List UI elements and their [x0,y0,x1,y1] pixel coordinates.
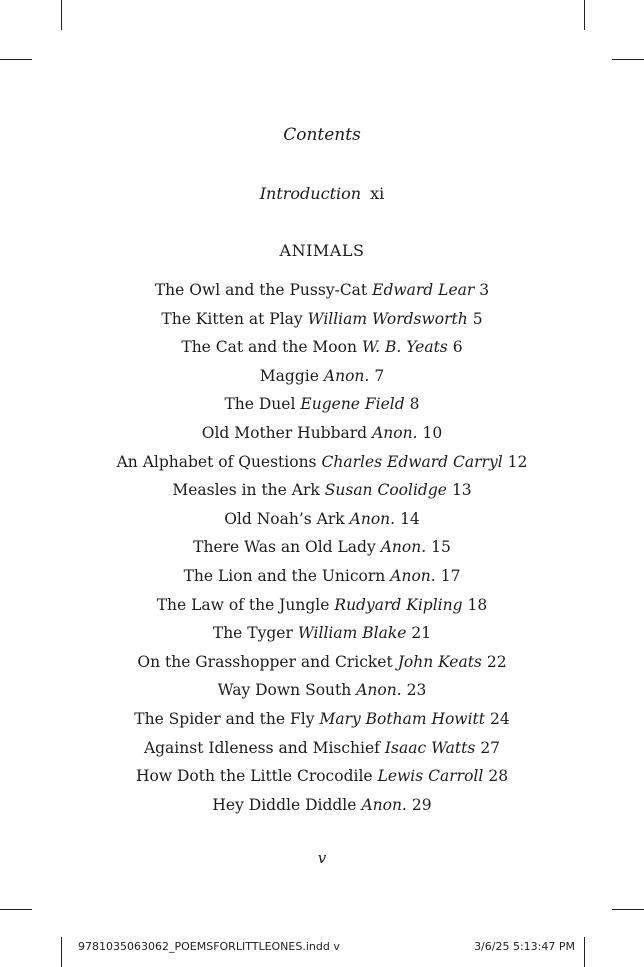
entry-title: The Spider and the Fly [134,709,315,728]
entry-page: 21 [411,624,432,643]
section-heading: ANIMALS [279,241,365,260]
crop-mark-left-bottom [0,909,32,910]
entry-author: Rudyard Kipling [334,595,463,614]
toc-entry[interactable] [0,705,644,734]
entry-page: 24 [490,709,510,728]
toc-entry[interactable] [0,276,644,305]
toc-entry[interactable] [0,362,644,391]
entry-page: 18 [467,595,488,614]
toc-entry[interactable] [0,448,644,477]
crop-mark-top-right [584,0,585,30]
toc-entry[interactable] [0,419,644,448]
toc-introduction[interactable] [0,184,644,203]
entry-title: On the Grasshopper and Cricket [137,652,393,671]
entry-title: The Law of the Jungle [156,595,330,614]
entry-author: Eugene Field [300,395,405,414]
entry-author: Anon. [349,509,396,528]
entry-author: W. B. Yeats [361,338,448,357]
entry-title: The Cat and the Moon [181,338,357,357]
toc-entry[interactable] [0,505,644,534]
entry-page: 10 [422,423,443,442]
entry-author: Anon. [323,366,370,385]
entry-author: Edward Lear [372,281,475,299]
entry-page: 17 [440,566,461,585]
toc-entry[interactable] [0,791,644,820]
toc-list [0,276,644,819]
entry-author: William Wordsworth [307,309,468,328]
toc-entry[interactable] [0,676,644,705]
entry-author: Anon. [372,423,418,442]
entry-author: Anon. [356,681,402,700]
entry-author: Mary Botham Howitt [319,709,485,728]
entry-page: 27 [480,738,501,757]
entry-title: The Owl and the Pussy-Cat [154,281,368,299]
toc-entry[interactable] [0,562,644,591]
entry-page: 23 [406,681,427,700]
entry-title: How Doth the Little Crocodile [135,767,373,786]
toc-entry[interactable] [0,533,644,562]
entry-title: Hey Diddle Diddle [212,795,357,814]
entry-title: Old Noah’s Ark [224,509,345,528]
entry-page: 8 [409,395,420,414]
entry-title: Way Down South [217,681,352,700]
entry-page: 5 [472,309,483,328]
entry-title: Measles in the Ark [172,481,320,500]
entry-page: 28 [488,767,509,786]
toc-entry[interactable] [0,619,644,648]
introduction-page: xi [370,184,385,203]
page-title: Contents [283,125,361,145]
crop-mark-right-bottom [612,909,644,910]
entry-author: Charles Edward Carryl [321,452,503,471]
entry-author: William Blake [297,624,407,643]
entry-page: 12 [507,452,528,471]
entry-page: 22 [486,652,507,671]
crop-mark-top-left [61,0,62,30]
page-number: v [317,849,327,867]
entry-title: The Kitten at Play [161,309,303,328]
entry-author: Susan Coolidge [324,481,447,500]
entry-author: Anon. [380,538,427,557]
print-slug [0,937,644,957]
entry-title: Against Idleness and Mischief [143,738,380,757]
entry-author: John Keats [397,652,482,671]
toc-entry[interactable] [0,305,644,334]
entry-title: The Lion and the Unicorn [183,566,386,585]
entry-title: Old Mother Hubbard [201,423,368,442]
slug-timestamp: 3/6/25 5:13:47 PM [474,940,575,953]
entry-page: 3 [479,281,490,299]
entry-page: 7 [374,366,385,385]
entry-page: 15 [431,538,451,557]
entry-title: Maggie [259,366,319,385]
toc-entry[interactable] [0,762,644,791]
toc-entry[interactable] [0,390,644,419]
entry-title: An Alphabet of Questions [116,452,317,471]
toc-entry[interactable] [0,648,644,677]
entry-page: 29 [411,795,432,814]
introduction-label: Introduction [259,184,362,203]
slug-filename: 9781035063062_POEMSFORLITTLEONES.indd v [78,940,340,953]
entry-page: 14 [400,509,420,528]
crop-mark-left-top [0,59,32,60]
entry-title: There Was an Old Lady [193,538,376,557]
entry-author: Lewis Carroll [377,767,484,786]
toc-entry[interactable] [0,333,644,362]
entry-page: 6 [452,338,463,357]
entry-title: The Tyger [212,624,293,643]
entry-page: 13 [451,481,472,500]
toc-entry[interactable] [0,591,644,620]
entry-author: Isaac Watts [384,738,476,757]
entry-author: Anon. [361,795,407,814]
toc-entry[interactable] [0,734,644,763]
entry-title: The Duel [224,395,296,414]
toc-entry[interactable] [0,476,644,505]
entry-author: Anon. [390,566,436,585]
crop-mark-right-top [612,59,644,60]
